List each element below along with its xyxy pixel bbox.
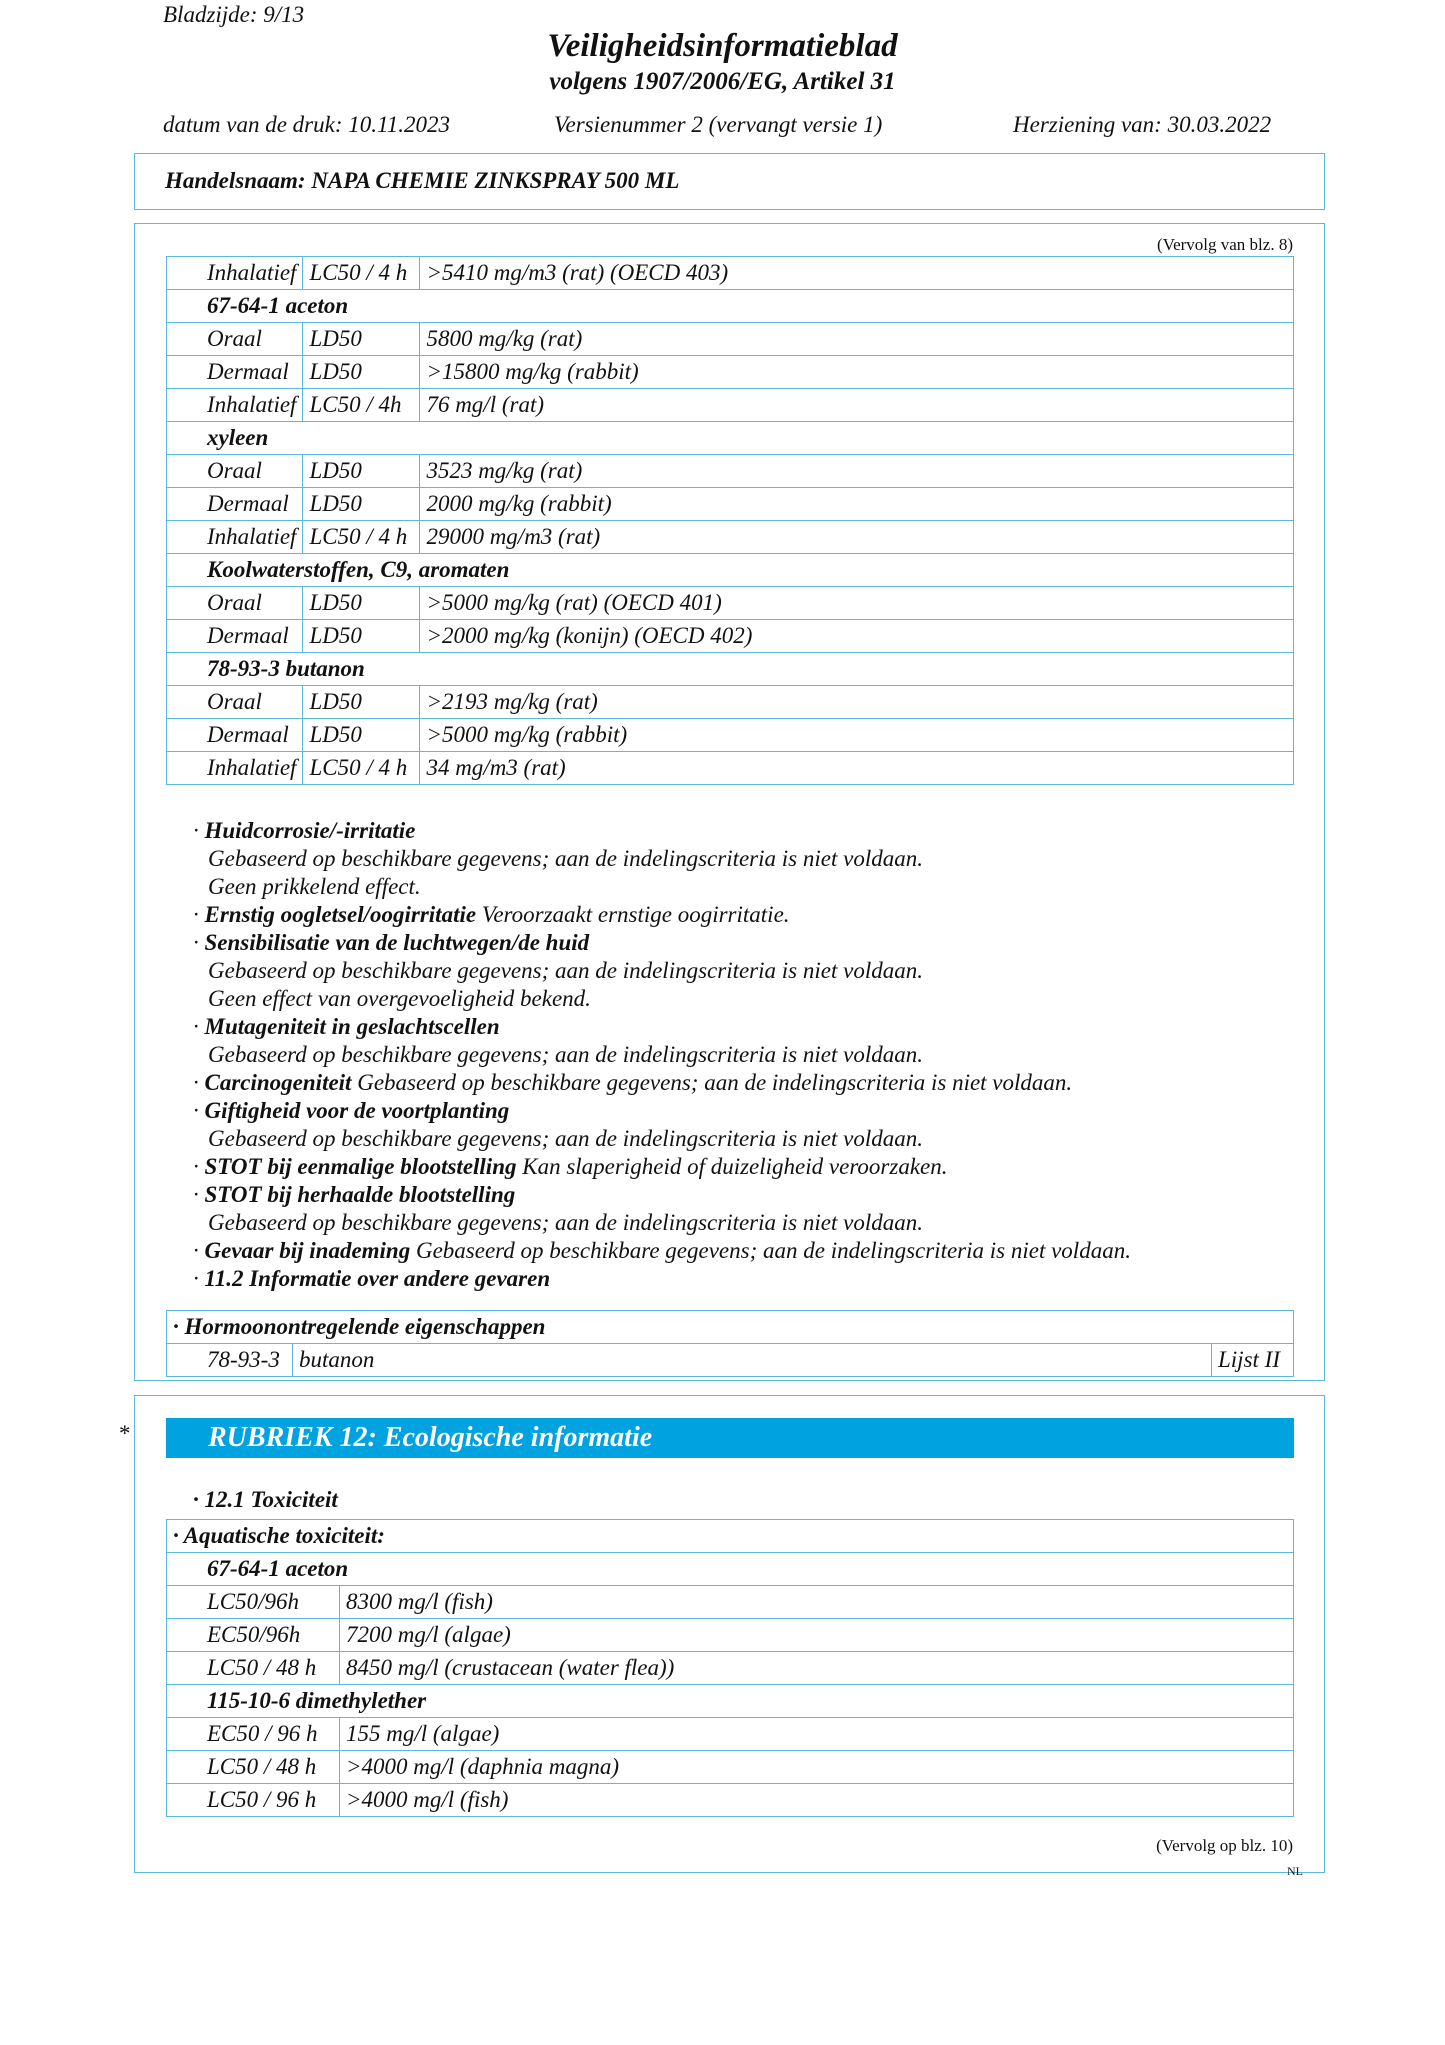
table-row <box>167 389 1294 422</box>
text-line: · Ernstig oogletsel/oogirritatie Veroorzaakt ernstige oogirritatie. <box>193 902 790 927</box>
tox-value: >2193 mg/kg (rat) <box>420 686 1294 719</box>
text-line: Gebaseerd op beschikbare gegevens; aan de indelingscriteria is niet voldaan. <box>208 1126 923 1151</box>
endocrine-cas: 78-93-3 <box>167 1344 293 1377</box>
trade-name: Handelsnaam: NAPA CHEMIE ZINKSPRAY 500 ML <box>165 168 680 193</box>
table-row <box>167 1751 1294 1784</box>
text-line: Gebaseerd op beschikbare gegevens; aan de indelingscriteria is niet voldaan. <box>208 1042 923 1067</box>
page-number: Bladzijde: 9/13 <box>163 2 305 27</box>
property-heading: Huidcorrosie/-irritatie <box>204 818 416 843</box>
tox-value: 8450 mg/l (crustacean (water flea)) <box>340 1652 1294 1685</box>
tox-parameter: LD50 <box>303 686 420 719</box>
tox-parameter: LD50 <box>303 587 420 620</box>
exposure-route: Dermaal <box>167 356 303 389</box>
table-row <box>167 488 1294 521</box>
version-number: Versienummer 2 (vervangt versie 1) <box>554 112 883 137</box>
tox-value: 7200 mg/l (algae) <box>340 1619 1294 1652</box>
table-row <box>167 257 1294 290</box>
table-row <box>167 1586 1294 1619</box>
endocrine-table <box>166 1310 1294 1377</box>
tox-parameter: LC50 / 4 h <box>303 257 420 290</box>
text-line: Gebaseerd op beschikbare gegevens; aan de indelingscriteria is niet voldaan. <box>208 958 923 983</box>
table-row <box>167 1652 1294 1685</box>
language-code: NL <box>1287 1864 1303 1878</box>
table-row <box>167 323 1294 356</box>
tox-value: 2000 mg/kg (rabbit) <box>420 488 1294 521</box>
tox-parameter: LD50 <box>303 620 420 653</box>
text-line: · STOT bij eenmalige blootstelling Kan slaperigheid of duizeligheid veroorzaken. <box>193 1154 948 1179</box>
tox-parameter: LC50 / 96 h <box>167 1784 340 1817</box>
exposure-route: Inhalatief <box>167 257 303 290</box>
property-heading: STOT bij eenmalige blootstelling <box>204 1154 517 1179</box>
property-heading: Gevaar bij inademing <box>204 1238 411 1263</box>
document-title: Veiligheidsinformatieblad <box>547 28 898 64</box>
tox-parameter: LD50 <box>303 488 420 521</box>
text-line: Geen effect van overgevoeligheid bekend. <box>208 986 591 1011</box>
table-row <box>167 521 1294 554</box>
table-row <box>167 1619 1294 1652</box>
table-row <box>167 356 1294 389</box>
tox-parameter: LD50 <box>303 323 420 356</box>
toxicology-text <box>193 817 1131 1293</box>
property-heading: Carcinogeniteit <box>204 1070 352 1095</box>
tox-value: >4000 mg/l (daphnia magna) <box>340 1751 1294 1784</box>
toxicity-label: · 12.1 Toxiciteit <box>193 1487 338 1512</box>
tox-parameter: LD50 <box>303 719 420 752</box>
text-line: · Mutageniteit in geslachtscellen <box>193 1014 500 1039</box>
property-text: Kan slaperigheid of duizeligheid veroorzaken. <box>516 1154 948 1179</box>
tox-value: 155 mg/l (algae) <box>340 1718 1294 1751</box>
print-date: datum van de druk: 10.11.2023 <box>163 112 451 137</box>
tox-value: 76 mg/l (rat) <box>420 389 1294 422</box>
tox-parameter: LC50/96h <box>167 1586 340 1619</box>
exposure-route: Inhalatief <box>167 752 303 785</box>
text-line: · Gevaar bij inademing Gebaseerd op beschikbare gegevens; aan de indelingscriteria is niet voldaan. <box>193 1238 1131 1263</box>
substance-header-row <box>167 1685 1294 1718</box>
property-heading: Giftigheid voor de voortplanting <box>204 1098 510 1123</box>
text-line: · Giftigheid voor de voortplanting <box>193 1098 510 1123</box>
substance-name: xyleen <box>167 422 1294 455</box>
table-row <box>167 1718 1294 1751</box>
property-text: Veroorzaakt ernstige oogirritatie. <box>476 902 790 927</box>
tox-parameter: LC50 / 4 h <box>303 752 420 785</box>
tox-parameter: LC50 / 4 h <box>303 521 420 554</box>
tox-parameter: LD50 <box>303 356 420 389</box>
tox-value: 5800 mg/kg (rat) <box>420 323 1294 356</box>
text-line: · 11.2 Informatie over andere gevaren <box>193 1266 551 1291</box>
tox-value: >15800 mg/kg (rabbit) <box>420 356 1294 389</box>
substance-header-row <box>167 554 1294 587</box>
substance-name: Koolwaterstoffen, C9, aromaten <box>167 554 1294 587</box>
section-12-heading: RUBRIEK 12: Ecologische informatie <box>166 1418 1294 1458</box>
tox-parameter: EC50/96h <box>167 1619 340 1652</box>
tox-value: >5410 mg/m3 (rat) (OECD 403) <box>420 257 1294 290</box>
property-heading: STOT bij herhaalde blootstelling <box>204 1182 516 1207</box>
revision-marker: * <box>119 1421 131 1446</box>
table-row <box>167 587 1294 620</box>
exposure-route: Oraal <box>167 686 303 719</box>
text-line: Geen prikkelend effect. <box>208 874 421 899</box>
text-line: · Carcinogeniteit Gebaseerd op beschikbare gegevens; aan de indelingscriteria is niet voldaan. <box>193 1070 1073 1095</box>
substance-header-row <box>167 1553 1294 1586</box>
tox-value: >5000 mg/kg (rabbit) <box>420 719 1294 752</box>
property-heading: 11.2 Informatie over andere gevaren <box>204 1266 551 1291</box>
tox-parameter: LC50 / 48 h <box>167 1652 340 1685</box>
endocrine-name: butanon <box>293 1344 1212 1377</box>
tox-parameter: EC50 / 96 h <box>167 1718 340 1751</box>
endocrine-title: · Hormoonontregelende eigenschappen <box>167 1311 1294 1344</box>
aquatic-label: · Aquatische toxiciteit: <box>167 1520 1294 1553</box>
exposure-route: Inhalatief <box>167 521 303 554</box>
text-line: · Sensibilisatie van de luchtwegen/de huid <box>193 930 590 955</box>
endocrine-list: Lijst II <box>1212 1344 1294 1377</box>
tox-value: 8300 mg/l (fish) <box>340 1586 1294 1619</box>
aquatic-toxicity-table <box>166 1519 1294 1817</box>
tox-parameter: LC50 / 48 h <box>167 1751 340 1784</box>
tox-parameter: LD50 <box>303 455 420 488</box>
table-row <box>167 620 1294 653</box>
tox-value: 29000 mg/m3 (rat) <box>420 521 1294 554</box>
tox-value: >2000 mg/kg (konijn) (OECD 402) <box>420 620 1294 653</box>
substance-name: 115-10-6 dimethylether <box>167 1685 1294 1718</box>
exposure-route: Oraal <box>167 587 303 620</box>
table-row <box>167 719 1294 752</box>
table-row <box>167 1784 1294 1817</box>
tox-value: 3523 mg/kg (rat) <box>420 455 1294 488</box>
table-row <box>167 752 1294 785</box>
text-line: · Huidcorrosie/-irritatie <box>193 818 416 843</box>
text-line: Gebaseerd op beschikbare gegevens; aan de indelingscriteria is niet voldaan. <box>208 846 923 871</box>
text-line: Gebaseerd op beschikbare gegevens; aan de indelingscriteria is niet voldaan. <box>208 1210 923 1235</box>
tox-value: 34 mg/m3 (rat) <box>420 752 1294 785</box>
property-heading: Ernstig oogletsel/oogirritatie <box>204 902 477 927</box>
tox-value: >5000 mg/kg (rat) (OECD 401) <box>420 587 1294 620</box>
revision-date: Herziening van: 30.03.2022 <box>1013 112 1272 137</box>
exposure-route: Inhalatief <box>167 389 303 422</box>
trade-name-box <box>134 153 1325 210</box>
continued-on: (Vervolg op blz. 10) <box>1156 1836 1293 1855</box>
substance-header-row <box>167 653 1294 686</box>
property-heading: Sensibilisatie van de luchtwegen/de huid <box>204 930 590 955</box>
substance-header-row <box>167 290 1294 323</box>
substance-header-row <box>167 422 1294 455</box>
substance-name: 67-64-1 aceton <box>167 1553 1294 1586</box>
property-text: Gebaseerd op beschikbare gegevens; aan de indelingscriteria is niet voldaan. <box>351 1070 1073 1095</box>
tox-parameter: LC50 / 4h <box>303 389 420 422</box>
table-row <box>167 455 1294 488</box>
substance-name: 67-64-1 aceton <box>167 290 1294 323</box>
exposure-route: Oraal <box>167 455 303 488</box>
substance-name: 78-93-3 butanon <box>167 653 1294 686</box>
exposure-route: Dermaal <box>167 719 303 752</box>
property-text: Gebaseerd op beschikbare gegevens; aan de indelingscriteria is niet voldaan. <box>410 1238 1131 1263</box>
property-heading: Mutageniteit in geslachtscellen <box>204 1014 500 1039</box>
table-row <box>167 686 1294 719</box>
document-subtitle: volgens 1907/2006/EG, Artikel 31 <box>549 68 896 95</box>
text-line: · STOT bij herhaalde blootstelling <box>193 1182 516 1207</box>
continued-from: (Vervolg van blz. 8) <box>1157 235 1293 254</box>
tox-value: >4000 mg/l (fish) <box>340 1784 1294 1817</box>
exposure-route: Dermaal <box>167 488 303 521</box>
exposure-route: Dermaal <box>167 620 303 653</box>
acute-toxicity-table <box>166 256 1294 785</box>
exposure-route: Oraal <box>167 323 303 356</box>
